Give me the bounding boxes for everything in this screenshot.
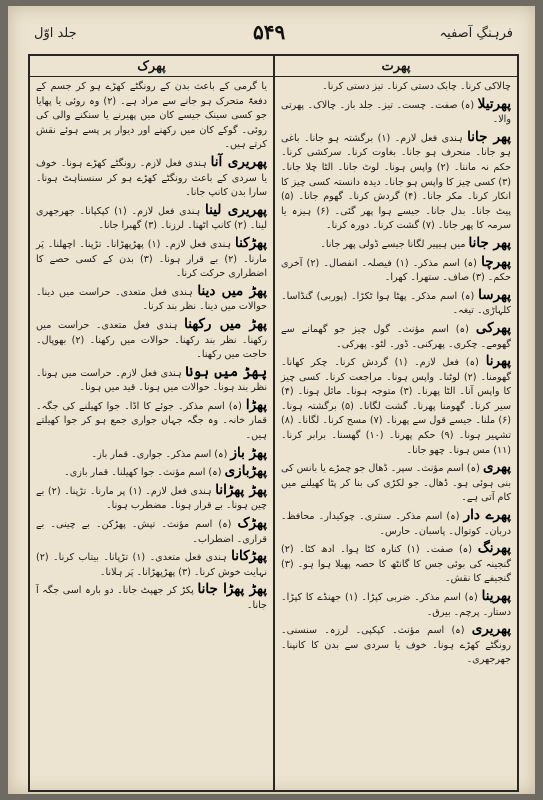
entry-definition: میں ہیپیر لگانا جیسے ڈولی پھر جانا۔ [320,238,466,250]
entry-definition: (ہ) صفت۔ چست۔ تیز۔ جلد باز۔ چالاک۔ پھرتی والا۔ [281,99,511,126]
dictionary-entry [36,236,267,282]
dictionary-entry [281,541,511,587]
dictionary-entry [36,398,267,444]
dictionary-entry [36,203,267,234]
dictionary-entry [281,622,511,668]
dictionary-entry [36,549,267,580]
entry-headword: پھڑ پھڑانا [215,481,267,498]
right-column-title: پھرت [275,58,517,77]
dictionary-entry [281,288,511,319]
entry-definition: (ہ) اسم مذکر۔ (۱) فیصلہ۔ انفصال۔ (۲) آخری حکم۔ (۳) صاف۔ ستھرا۔ کھرا۔ [281,257,511,284]
entry-headword: پھرنگ [477,540,511,557]
entry-definition: (ہ) اسم مذکر۔ سنتری۔ چوکیدار۔ محافظ۔ دربان۔ کوتوال۔ پاسبان۔ حارس۔ [281,511,511,537]
right-column [275,80,517,786]
entry-definition: ہندی فعل متعدی۔ (۱) تڑپانا۔ بیتاب کرنا۔ (۲) نہایت خوش کرنا۔ (۳) پھڑپھڑانا۔ پَر ہلانا۔ [36,552,267,578]
dictionary-entry [36,317,267,363]
dictionary-entry [281,589,511,620]
dictionary-entry [281,130,511,234]
entry-headword: پھڑک [237,515,267,532]
dictionary-entry [36,284,267,315]
left-column [30,80,273,786]
entry-headword: پھڑکانا [231,548,267,565]
dictionary-entry [281,236,511,253]
entry-definition: ہندی فعل لازم۔ حراست میں ہونا۔ نظر بند ہونا۔ حوالات میں ہونا۔ قید میں ہونا۔ [36,367,267,394]
entry-headword: پھڑ باز [230,444,267,461]
entry-headword: پھریری لینا [205,201,267,218]
volume-label: جلد اوّل [34,26,77,41]
left-column-title: پھرک [30,58,273,77]
entry-definition: (ہ) اسم مؤنث۔ سپر۔ ڈھال جو چمڑے یا بانس کی بنی ہوئی ہو۔ ڈھال۔ جو لکڑی کی بنا کر پٹا کھیلنے میں کام آتی ہے۔ [281,463,511,504]
entry-headword: پھرچا [481,253,511,270]
entry-definition: (ہ) اسم مذکر۔ پھٹا ہوا ٹکڑا۔ (پوربی) گنڈاسا۔ کلہاڑی۔ تیغہ۔ [281,290,511,317]
entry-definition: ہندی فعل لازم۔ (۱) پر مارنا۔ تڑپنا۔ (۲) بے چین ہونا۔ بے قرار ہونا۔ مضطرب ہونا۔ [36,485,267,512]
entry-headword: پھری [483,459,511,476]
entry-definition: ہندی فعل لازم۔ رونگٹے کھڑے ہونا۔ خوف یا سردی کے باعث رونگٹے کھڑے ہو کر سنسناہٹ ہونا۔ سارا بدن کانپ جانا۔ [36,157,267,199]
two-column-frame [28,54,519,792]
dictionary-entry [281,321,511,352]
entry-headword: پھڑا [245,396,267,413]
entry-headword: پھڑ میں ہونا [185,363,267,380]
entry-definition: ہندی فعل لازم۔ (۱) برگشتہ ہو جانا۔ باغی ہو جانا۔ منحرف ہو جانا۔ بغاوت کرنا۔ سرکشی کرنا۔ حکم نہ ماننا۔ (۲) واپس ہونا۔ لوٹ جانا۔ الٹا چلا جانا۔ (۳) کسی چیز کا واپس ہو جانا۔ دیدہ دانستہ کسی چیز کا انکار کرنا۔ مکر جانا۔ (۴) گردش کرنا۔ گھوم جانا۔ (۵) پیٹ جانا۔ بدل جانا۔ جیسے ہوا پھر گئی۔ (۶) ہیزہ یا سرمہ کا پھر جانا۔ (۷) گشت کرنا۔ دورہ کرنا۔ [281,132,512,232]
dictionary-entry [36,446,267,463]
book-title: فرہنگِ آصفیہ [439,26,513,41]
dictionary-entry [36,464,267,481]
dictionary-entry [281,460,511,506]
entry-headword: پھرکی [475,319,511,336]
dictionary-entry [281,97,511,128]
page-header [8,20,535,50]
entry-headword: پھرے دار [463,507,511,524]
entry-headword: پھرتیلا [477,95,511,112]
entry-headword: پھرسا [478,286,511,303]
entry-definition: ہندی فعل متعدی۔ حراست میں دینا۔ حوالات میں دینا۔ نظر بند کرنا۔ [36,286,267,313]
dictionary-entry [281,354,511,458]
dictionary-entry [281,255,511,286]
entry-definition: (ہ) اسم مذکر۔ ضربی کپڑا۔ (۱) جھنڈے کا کپڑا۔ دستار۔ پرچم۔ بیرق۔ [281,592,511,618]
dictionary-entry [36,365,267,396]
entry-definition: چالاکی کرنا۔ چابک دستی کرنا۔ تیز دستی کرنا۔ [322,81,511,92]
dictionary-entry [281,80,511,95]
entry-definition: (ہ) اسم مؤنث۔ تپش۔ پھڑکن۔ بے چینی۔ بے قراری۔ اضطراب۔ [36,519,267,545]
entry-definition: (ہ) اسم مؤنث۔ گول چیز جو گھمانے سے گھومے۔ چکری۔ پھرکنی۔ ڈور۔ لٹو۔ پھرکی۔ [281,323,511,350]
dictionary-entry [36,516,267,547]
entry-headword: پھڑ میں دینا [197,282,267,299]
dictionary-entry [36,155,267,201]
dictionary-entry [36,483,267,514]
entry-definition: (ہ) اسم مؤنث۔ جوا کھیلنا۔ قمار بازی۔ [64,467,222,479]
entry-definition: (ہ) اسم مؤنث۔ کپکپی۔ لرزہ۔ سنسنی۔ رونگٹے کھڑے ہونا۔ خوف یا سردی سے بدن کا کانپنا۔ جھرجھری۔ [281,625,511,666]
entry-definition: ہندی فعل لازم۔ (۱) کپکپانا۔ جھرجھری لینا۔ (۲) کانپ اٹھنا۔ لرزنا۔ (۳) گھبرا جانا۔ [36,205,267,232]
dictionary-page [8,6,535,794]
dictionary-entry [281,508,511,539]
entry-definition: (ہ) اسم مذکر۔ جوئے کا اڈا۔ جوا کھیلنے کی جگہ۔ قمار خانہ۔ وہ جگہ جہاں جواری جمع ہو کر جوا کھیلتے ہیں۔ [36,400,267,442]
entry-definition: یا گرمی کے باعث بدن کے رونگٹے کھڑے ہو کر جسم کے دفعۃً متحرک ہو جانے سے مراد ہے۔ (۲) وہ روئی یا پھایا جو کسی سینک جیسے کان میں پھیرنے یا سنکنے والی کی روئی۔ گوکے کان میں رکھنے اور دیوار پر پسے ہوئے نقش کرتے ہیں۔ [36,81,267,151]
entry-headword: پھرنا [485,353,511,370]
entry-headword: پھڑ پھڑا جانا [197,581,267,598]
entry-definition: (ہ) فعل لازم۔ (۱) گردش کرنا۔ چکر کھانا۔ گھومنا۔ (۲) لوٹنا۔ واپس ہونا۔ مراجعت کرنا۔ کسی چیز کا واپس آنا۔ الٹا پھرنا۔ (۳) متوجہ ہونا۔ مائل ہونا۔ (۴) سیر کرنا۔ گھومنا پھرنا۔ گشت لگانا۔ (۵) برگشتہ ہونا۔ (۶) ملنا۔ جیسے قول سے پھرنا۔ (۷) مسح کرنا۔ لگانا۔ (۸) تشہیر ہونا۔ (۹) حکم پھرنا۔ (۱۰) گھسنا۔ برابر کرنا۔ (۱۱) مس ہونا۔ چھو جانا۔ [281,357,511,456]
entry-headword: پھر جانا [468,234,511,251]
entry-headword: پھریری آنا [210,153,267,170]
entry-headword: پھر جانا [467,128,511,145]
entry-headword: پھڑ میں رکھنا [184,315,267,332]
dictionary-entry [36,80,267,153]
page-number: ۵۴۹ [253,20,286,44]
entry-definition: (ہ) اسم مذکر۔ جواری۔ قمار باز۔ [91,448,228,460]
entry-definition: (ہ) صفت۔ (۱) کنارہ کٹا ہوا۔ ادھ کٹا۔ (۲) گنجینہ کی بوئی جس کا گانٹھ کا حصہ پھیلا ہوا ہو۔ (۳) گنجیفے کا نقش۔ [281,544,511,585]
entry-definition: پکڑ کر جھپٹ جانا۔ دو بارہ اسی جگہ آ جانا۔ [36,585,267,611]
entry-headword: پھرینا [481,588,511,604]
entry-headword: پھریری [471,621,511,638]
dictionary-entry [36,582,267,613]
entry-definition: ہندی فعل لازم۔ (۱) پھڑپھڑانا۔ تڑپنا۔ اچھلنا۔ پَر مارنا۔ (۲) بے قرار ہونا۔ (۳) بدن کے کسی حصے کا اضطراری حرکت کرنا۔ [36,238,268,280]
entry-definition: ہندی فعل متعدی۔ حراست میں رکھنا۔ نظر بند رکھنا۔ حوالات میں رکھنا۔ (۲) بھوپال۔ حاجت میں رکھنا۔ [36,319,267,361]
entry-headword: پھڑبازی [224,463,267,480]
entry-headword: پھڑکنا [234,234,267,251]
